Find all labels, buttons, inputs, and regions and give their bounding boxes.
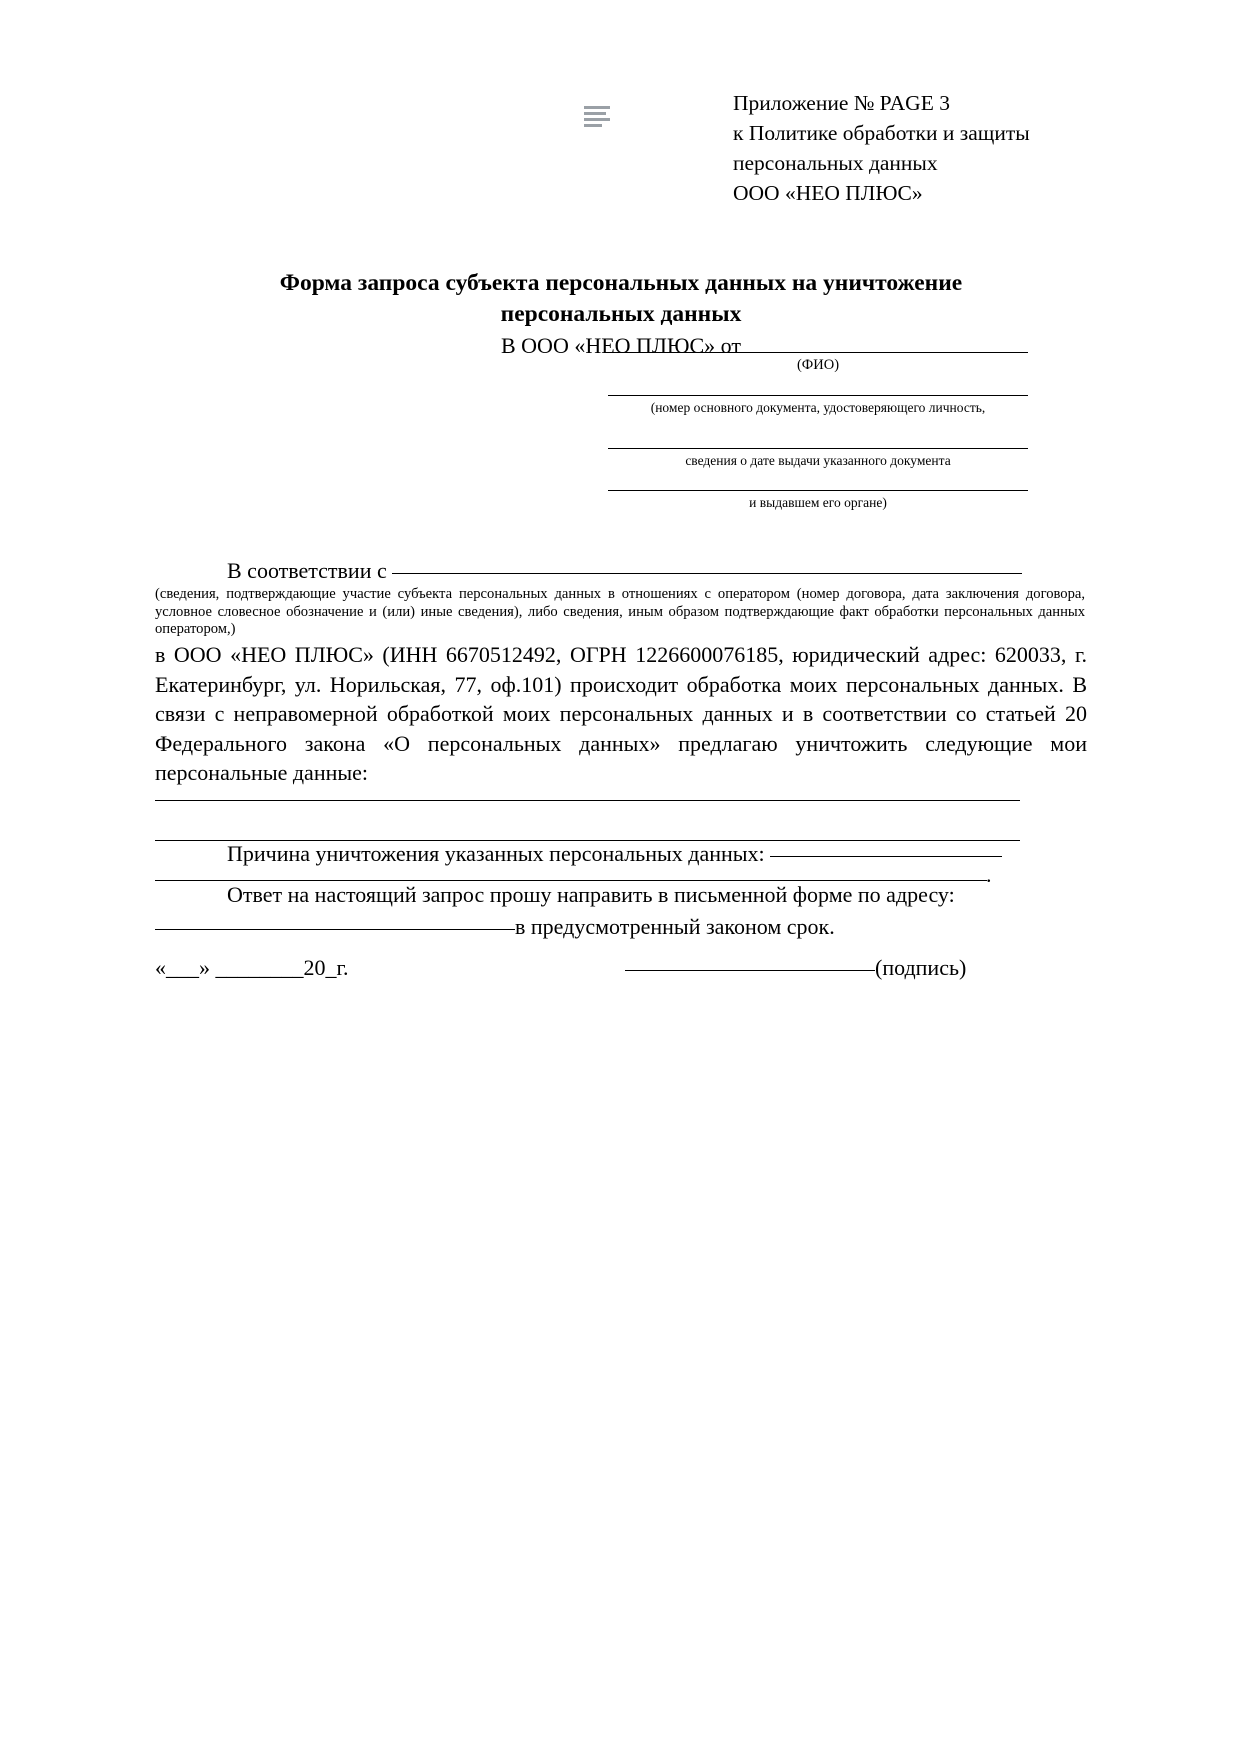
answer-tail: в предусмотренный законом срок. [515,914,835,939]
field-fio[interactable] [608,352,1028,374]
header-line-3: персональных данных [733,151,938,175]
accordance-note: (сведения, подтверждающие участие субъекта персональных данных в отношениях с оператором (номер договора, дата заключения договора, условное словесное обозначение и (или) иные сведения), либо сведения, иным образом подтверждающие факт обработки персональных данных оператором,) [155,586,1085,638]
field-document-number[interactable] [608,395,1028,417]
document-header [0,88,1242,228]
field-issuing-authority[interactable] [608,490,1028,512]
document-mark-icon [584,106,612,128]
signature-caption: (подпись) [875,955,967,980]
answer-label: Ответ на настоящий запрос прошу направить в письменной форме по адресу: [227,882,955,907]
field-issuing-authority-caption: и выдавшем его органе) [749,495,887,510]
header-text-block [733,88,1163,208]
page-title-line-1: Форма запроса субъекта персональных данных на уничтожение [279,270,963,296]
accordance-input-rule[interactable] [392,573,1022,574]
data-to-destroy-rule-1[interactable] [155,800,1020,801]
addressee-line: В ООО «НЕО ПЛЮС» от [501,333,741,358]
header-line-1: Приложение № PAGE 3 [733,91,950,115]
answer-address-input-rule[interactable] [155,929,515,930]
field-issue-date-caption: сведения о дате выдачи указанного документа [685,453,951,468]
reason-input-rule[interactable] [770,856,1002,857]
field-fio-caption: (ФИО) [796,357,840,373]
page-title [155,268,1087,330]
reason-period: . [986,862,992,887]
header-line-2: к Политике обработки и защиты [733,121,1030,145]
answer-address-line [155,912,1087,942]
body-paragraph: в ООО «НЕО ПЛЮС» (ИНН 6670512492, ОГРН 1226600076185, юридический адрес: 620033, г. Екатеринбург, ул. Норильская, 77, оф.101) происходит обработка моих персональных данных. В связи с неправомерной обработкой моих персональных данных и в соответствии со статьей 20 Федерального закона «О персональных данных» предлагаю уничтожить следующие мои персональные данные: [155,642,1087,785]
accordance-line [155,558,1087,584]
answer-line [155,880,1087,910]
field-issue-date[interactable] [608,448,1028,470]
field-document-number-caption: (номер основного документа, удостоверяющего личность, [650,400,986,415]
signature-field[interactable] [625,955,966,981]
date-field[interactable]: «___» ________20_г. [155,955,349,980]
reason-label: Причина уничтожения указанных персональных данных: [227,841,765,866]
page-title-line-2: персональных данных [500,301,742,327]
header-line-4: ООО «НЕО ПЛЮС» [733,181,923,205]
accordance-label: В соответствии с [227,558,387,583]
signature-rule[interactable] [625,970,875,971]
reason-line [155,839,1087,869]
